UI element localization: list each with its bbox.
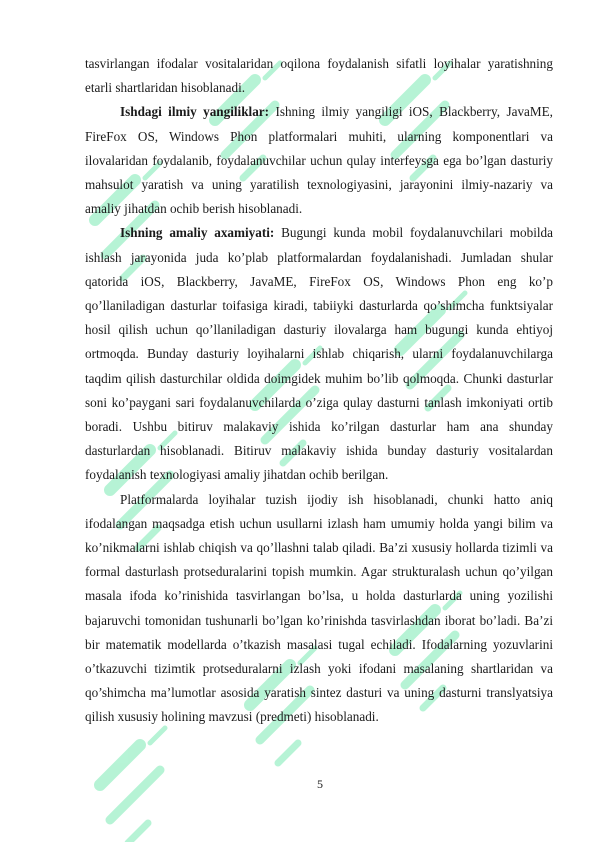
paragraph-3	[85, 221, 553, 487]
paragraph-3-text: Bugungi kunda mobil foydalanuvchilari mobilda ishlash jarayonida juda ko’plab platformalardan foydalanishadi. Jumladan shular qatorida iOS, Blackberry, JavaME, FireFox OS, Windows Phon eng ko’p qo’llaniladigan dasturlar toifasiga kiradi, tabiiyki dasturlarda qo’shimcha funktsiyalar hosil qilish uchun qo’llaniladigan dasturiy ilovalarga ham bugungi kunda ehtiyoj ortmoqda. Bunday dasturiy loyihalarni ishlab chiqarish, ularni foydalanuvchilarga taqdim qilish dasturchilar oldida doimgidek muhim bo’lib qolmoqda. Chunki dasturlar soni ko’paygani sari foydalanuvchilarda o’ziga qulay dasturni tanlash imkoniyati ortib boradi. Ushbu bitiruv malakaviy ishida ko’rilgan dasturlar ham ana shunday dasturlardan hisoblanadi. Bitiruv malakaviy ishida bunday dasturiy vositalardan foydalanish texnologiyasi amaliy jihatdan ochib berilgan.	[85, 225, 553, 483]
paragraph-2	[85, 100, 553, 221]
paragraph-1-text: tasvirlangan ifodalar vositalaridan oqilona foydalanish sifatli loyihalar yaratishning etarli shartlaridan hisoblanadi.	[85, 56, 553, 96]
paragraph-2-text: Ishning ilmiy yangiligi iOS, Blackberry, JavaME, FireFox OS, Windows Phon platformalari muhiti, ularning komponentlari va ilovalaridan foydalanib, foydalanuvchilar uchun qulay interfeysga ega bo’lgan dasturiy mahsulot yaratish va uning yaratilish texnologiyasini, jarayonini ilmiy-nazariy va amaliy jihatdan ochib berish hisoblanadi.	[85, 104, 553, 217]
paragraph-1	[85, 52, 553, 100]
paragraph-3-lead: Ishning amaliy axamiyati:	[120, 225, 275, 241]
document-body	[85, 52, 553, 730]
paragraph-4-text: Platformalarda loyihalar tuzish ijodiy ish hisoblanadi, chunki hatto aniq ifodalangan maqsadga etish uchun usullarni izlash ham umumiy holda yangi bilim va ko’nikmalarni ishlab chiqish va qo’llashni talab qiladi. Ba’zi xususiy hollarda tizimli va formal dasturlash protseduralarini topish mumkin. Agar strukturalash uchun qo’yilgan masala ifoda ko’rinishida tasvirlangan bo’lsa, u holda dasturlarda uning yozilishi bajaruvchi tomonidan tushunarli bo’lgan ko’rinishda tasvirlashdan iborat bo’ladi. Ba’zi bir matematik modellarda o’tkazish masalasi tugal echiladi. Ifodalarning yozuvlarini o’tkazuvchi tizimtik protseduralarni izlash yoki ifodani masalaning shartlaridan va qo’shimcha ma’lumotlar asosida yaratish sintez dasturi va uning dasturni translyatsiya qilish xususiy holining mavzusi (predmeti) hisoblanadi.	[85, 491, 553, 725]
paragraph-2-lead: Ishdagi ilmiy yangiliklar:	[120, 104, 270, 120]
page-number: 5	[317, 777, 323, 791]
paragraph-4	[85, 488, 553, 730]
